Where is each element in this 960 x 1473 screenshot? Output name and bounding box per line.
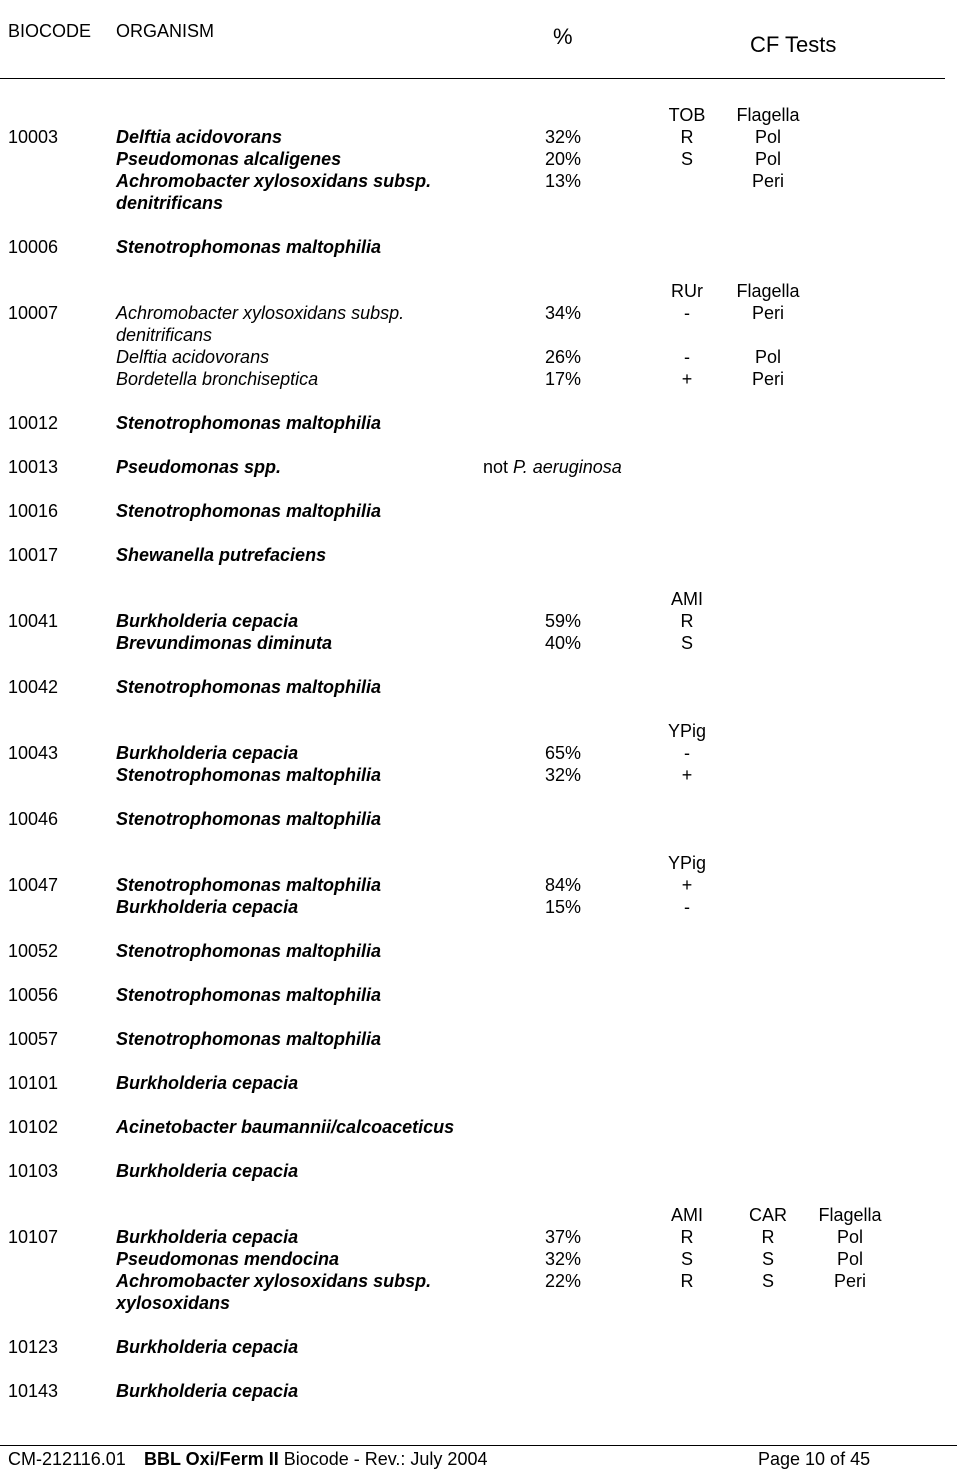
organism-name: xylosoxidans: [116, 1293, 231, 1313]
organism-name: Pseudomonas alcaligenes: [116, 149, 342, 169]
test-result: +: [681, 875, 693, 895]
biocode: 10057: [8, 1029, 59, 1049]
footer-page-number: Page 10 of 45: [758, 1449, 871, 1469]
test-header: TOB: [668, 105, 706, 125]
biocode: 10103: [8, 1161, 59, 1181]
percent-value: 37%: [545, 1227, 582, 1247]
header-rule: [0, 78, 945, 79]
footer-doc-id: CM-212116.01: [8, 1449, 126, 1469]
biocode: 10123: [8, 1337, 59, 1357]
test-header: Flagella: [736, 105, 800, 125]
test-result: Pol: [754, 149, 781, 169]
biocode: 10013: [8, 457, 59, 477]
percent-value: 40%: [545, 633, 582, 653]
organism-name: Burkholderia cepacia: [116, 1337, 299, 1357]
organism-name: denitrificans: [116, 193, 224, 213]
test-header: Flagella: [818, 1205, 882, 1225]
test-result: Pol: [836, 1249, 863, 1269]
percent-value: 32%: [545, 765, 582, 785]
biocode: 10101: [8, 1073, 59, 1093]
biocode: 10017: [8, 545, 59, 565]
test-result: +: [681, 765, 693, 785]
percent-value: 32%: [545, 1249, 582, 1269]
test-header: YPig: [667, 853, 707, 873]
footer-rule: [0, 1445, 957, 1446]
footer-product: BBL Oxi/Ferm II: [144, 1449, 279, 1469]
test-result: R: [680, 1271, 694, 1291]
organism-name: Acinetobacter baumannii/calcoaceticus: [116, 1117, 455, 1137]
biocode: 10006: [8, 237, 59, 257]
organism-name: Achromobacter xylosoxidans subsp.: [116, 303, 405, 323]
biocode: 10016: [8, 501, 59, 521]
biocode: 10052: [8, 941, 59, 961]
organism-name: Stenotrophomonas maltophilia: [116, 1029, 382, 1049]
percent-value: 22%: [545, 1271, 582, 1291]
header-cf-tests: CF Tests: [750, 32, 837, 57]
note-species: P. aeruginosa: [513, 457, 622, 477]
biocode: 10007: [8, 303, 59, 323]
percent-value: 84%: [545, 875, 582, 895]
organism-name: Brevundimonas diminuta: [116, 633, 333, 653]
organism-note: [483, 456, 622, 478]
organism-name: Pseudomonas mendocina: [116, 1249, 340, 1269]
organism-name: Burkholderia cepacia: [116, 611, 299, 631]
organism-name: Bordetella bronchiseptica: [116, 369, 319, 389]
organism-name: Pseudomonas spp.: [116, 457, 282, 477]
percent-value: 13%: [545, 171, 582, 191]
organism-name: Stenotrophomonas maltophilia: [116, 809, 382, 829]
biocode: 10046: [8, 809, 59, 829]
test-result: +: [681, 369, 693, 389]
test-result: Peri: [833, 1271, 866, 1291]
test-header: CAR: [748, 1205, 787, 1225]
test-header: RUr: [671, 281, 703, 301]
note-prefix: not: [483, 457, 514, 477]
test-result: Pol: [836, 1227, 863, 1247]
test-result: Pol: [754, 127, 781, 147]
biocode: 10047: [8, 875, 59, 895]
header-percent: %: [553, 24, 573, 49]
organism-name: Stenotrophomonas maltophilia: [116, 501, 382, 521]
percent-value: 32%: [545, 127, 582, 147]
biocode: 10143: [8, 1381, 59, 1401]
percent-value: 20%: [545, 149, 582, 169]
test-result: Peri: [751, 303, 784, 323]
organism-name: Delftia acidovorans: [116, 127, 283, 147]
test-result: R: [761, 1227, 775, 1247]
organism-name: Stenotrophomonas maltophilia: [116, 765, 382, 785]
footer-title: [144, 1449, 487, 1470]
test-result: -: [684, 347, 690, 367]
test-result: R: [680, 611, 694, 631]
percent-value: 59%: [545, 611, 582, 631]
test-result: Pol: [754, 347, 781, 367]
biocode: 10107: [8, 1227, 59, 1247]
organism-name: Stenotrophomonas maltophilia: [116, 941, 382, 961]
biocode: 10042: [8, 677, 59, 697]
test-result: -: [684, 303, 690, 323]
organism-name: Burkholderia cepacia: [116, 1381, 299, 1401]
test-result: Peri: [751, 369, 784, 389]
percent-value: 26%: [545, 347, 582, 367]
test-result: S: [761, 1249, 774, 1269]
organism-name: Delftia acidovorans: [116, 347, 270, 367]
test-result: Peri: [751, 171, 784, 191]
organism-name: Achromobacter xylosoxidans subsp.: [116, 171, 432, 191]
test-result: -: [684, 743, 690, 763]
organism-name: Burkholderia cepacia: [116, 743, 299, 763]
organism-name: Shewanella putrefaciens: [116, 545, 327, 565]
organism-name: Burkholderia cepacia: [116, 1227, 299, 1247]
organism-name: Burkholderia cepacia: [116, 1073, 299, 1093]
test-header: AMI: [670, 589, 703, 609]
organism-name: denitrificans: [116, 325, 213, 345]
organism-name: Stenotrophomonas maltophilia: [116, 985, 382, 1005]
test-header: AMI: [670, 1205, 703, 1225]
organism-name: Burkholderia cepacia: [116, 1161, 299, 1181]
percent-value: 34%: [545, 303, 582, 323]
organism-name: Stenotrophomonas maltophilia: [116, 237, 382, 257]
test-result: -: [684, 897, 690, 917]
test-result: S: [680, 1249, 693, 1269]
test-header: YPig: [667, 721, 707, 741]
header-organism: ORGANISM: [116, 21, 215, 41]
test-result: S: [680, 149, 693, 169]
footer-title-rest: Biocode - Rev.: July 2004: [278, 1449, 488, 1469]
organism-name: Burkholderia cepacia: [116, 897, 299, 917]
organism-name: Achromobacter xylosoxidans subsp.: [116, 1271, 432, 1291]
biocode: 10041: [8, 611, 59, 631]
test-result: S: [680, 633, 693, 653]
biocode: 10012: [8, 413, 59, 433]
percent-value: 17%: [545, 369, 582, 389]
test-result: R: [680, 127, 694, 147]
biocode: 10043: [8, 743, 59, 763]
organism-name: Stenotrophomonas maltophilia: [116, 677, 382, 697]
biocode: 10003: [8, 127, 59, 147]
test-result: S: [761, 1271, 774, 1291]
test-header: Flagella: [736, 281, 800, 301]
percent-value: 65%: [545, 743, 582, 763]
organism-name: Stenotrophomonas maltophilia: [116, 875, 382, 895]
biocode: 10102: [8, 1117, 59, 1137]
percent-value: 15%: [545, 897, 582, 917]
organism-name: Stenotrophomonas maltophilia: [116, 413, 382, 433]
test-result: R: [680, 1227, 694, 1247]
biocode: 10056: [8, 985, 59, 1005]
header-biocode: BIOCODE: [8, 21, 92, 41]
